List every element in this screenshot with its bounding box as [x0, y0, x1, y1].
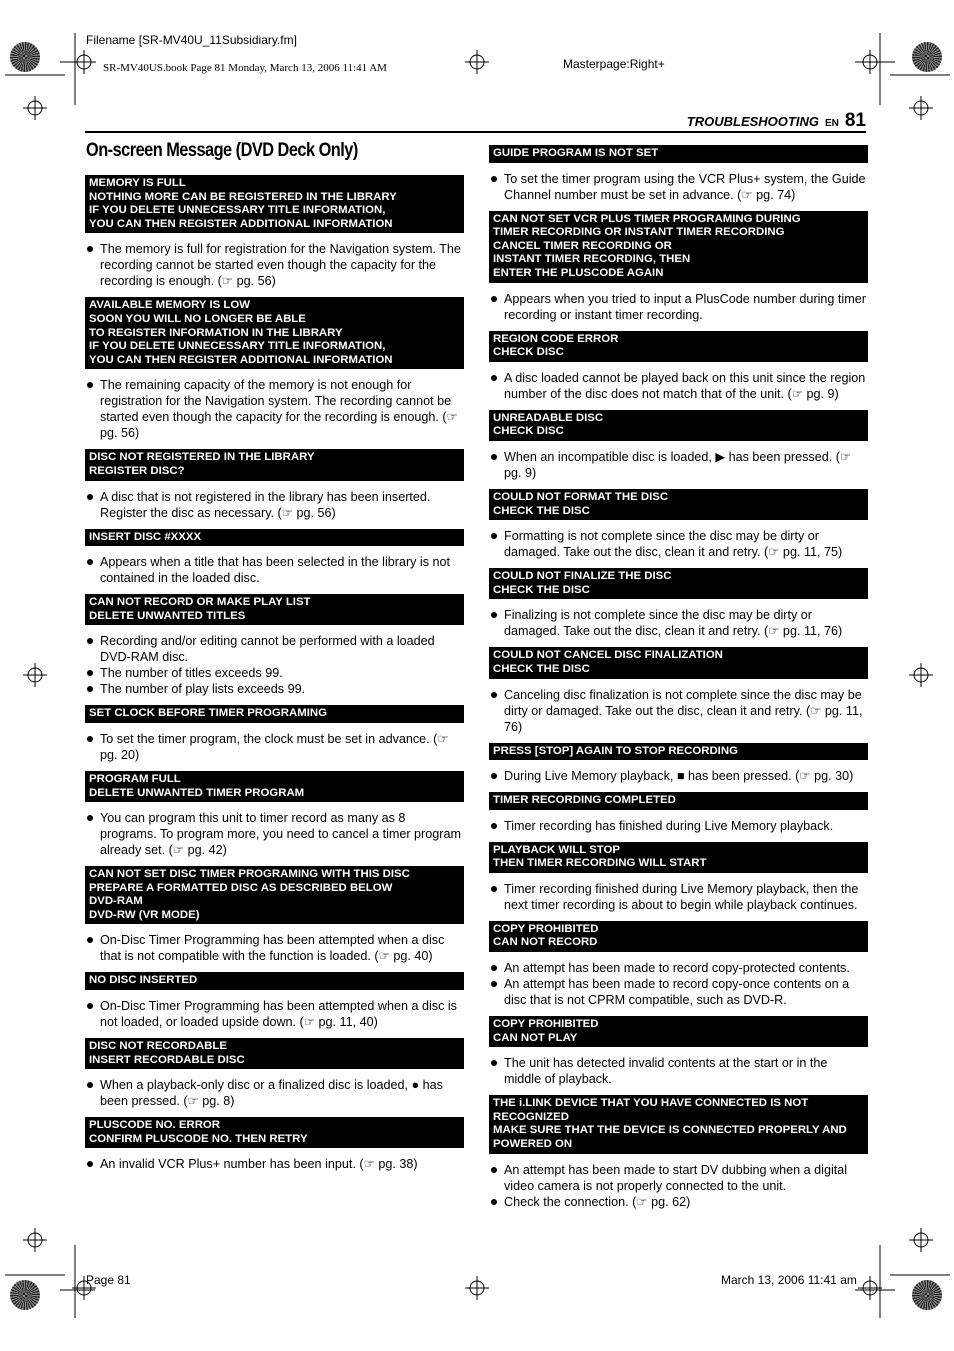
- message-description-list: [85, 554, 464, 586]
- message-entry: [489, 792, 868, 834]
- message-description: The memory is full for registration for the Navigation system. The recording cannot be started even though the capacity for the recording is enough. (☞ pg. 56): [85, 241, 464, 289]
- message-description: An invalid VCR Plus+ number has been input. (☞ pg. 38): [85, 1156, 464, 1172]
- message-description: A disc that is not registered in the library has been inserted. Register the disc as necessary. (☞ pg. 56): [85, 489, 464, 521]
- language-code: EN: [824, 118, 839, 129]
- message-description-list: [85, 1077, 464, 1109]
- message-title-bar: PLAYBACK WILL STOP THEN TIMER RECORDING WILL START: [489, 842, 868, 873]
- message-description: An attempt has been made to record copy-protected contents.: [489, 960, 868, 976]
- message-description-list: [489, 528, 868, 560]
- message-entry: [489, 410, 868, 481]
- message-title-bar: NO DISC INSERTED: [85, 972, 464, 990]
- message-description: The unit has detected invalid contents at the start or in the middle of playback.: [489, 1055, 868, 1087]
- message-description: On-Disc Timer Programming has been attempted when a disc that is not compatible with the function is loaded. (☞ pg. 40): [85, 932, 464, 964]
- message-entry: [489, 568, 868, 639]
- message-title-bar: THE i.LINK DEVICE THAT YOU HAVE CONNECTED IS NOT RECOGNIZED MAKE SURE THAT THE DEVICE IS CONNECTED PROPERLY AND POWERED ON: [489, 1095, 868, 1153]
- message-description: Check the connection. (☞ pg. 62): [489, 1194, 868, 1210]
- footer-datetime: March 13, 2006 11:41 am: [721, 1273, 857, 1287]
- message-description-list: [85, 998, 464, 1030]
- message-description: An attempt has been made to record copy-once contents on a disc that is not CPRM compatible, such as DVD-R.: [489, 976, 868, 1008]
- message-title-bar: INSERT DISC #XXXX: [85, 529, 464, 547]
- message-entry: [85, 771, 464, 858]
- message-entry: [489, 1016, 868, 1087]
- message-title-bar: COPY PROHIBITED CAN NOT RECORD: [489, 921, 868, 952]
- page-title: On-screen Message (DVD Deck Only): [86, 140, 358, 161]
- message-entry: [85, 594, 464, 697]
- message-description: The number of play lists exceeds 99.: [85, 681, 464, 697]
- message-entry: [489, 489, 868, 560]
- message-description: An attempt has been made to start DV dubbing when a digital video camera is not properly connected to the unit.: [489, 1162, 868, 1194]
- message-description-list: [489, 291, 868, 323]
- message-entry: [489, 743, 868, 785]
- printer-color-disc-icon: [10, 42, 40, 72]
- message-description-list: [489, 449, 868, 481]
- message-entry: [85, 705, 464, 763]
- message-description-list: [85, 489, 464, 521]
- message-title-bar: REGION CODE ERROR CHECK DISC: [489, 331, 868, 362]
- message-title-bar: PLUSCODE NO. ERROR CONFIRM PLUSCODE NO. THEN RETRY: [85, 1117, 464, 1148]
- message-description: The remaining capacity of the memory is not enough for registration for the Navigation system. The recording cannot be started even though the capacity for the recording is enough. (☞ pg. 56): [85, 377, 464, 441]
- message-description: To set the timer program, the clock must be set in advance. (☞ pg. 20): [85, 731, 464, 763]
- message-description: Canceling disc finalization is not complete since the disc may be dirty or damaged. Take out the disc, clean it and retry. (☞ pg. 11, 76): [489, 687, 868, 735]
- message-title-bar: GUIDE PROGRAM IS NOT SET: [489, 145, 868, 163]
- message-title-bar: COULD NOT FORMAT THE DISC CHECK THE DISC: [489, 489, 868, 520]
- message-title-bar: COULD NOT FINALIZE THE DISC CHECK THE DISC: [489, 568, 868, 599]
- printer-color-disc-icon: [912, 42, 942, 72]
- message-description: During Live Memory playback, ■ has been pressed. (☞ pg. 30): [489, 768, 868, 784]
- message-description: Timer recording finished during Live Memory playback, then the next timer recording is about to begin while playback continues.: [489, 881, 868, 913]
- message-description-list: [85, 377, 464, 441]
- footer-page: Page 81: [86, 1273, 131, 1287]
- message-title-bar: UNREADABLE DISC CHECK DISC: [489, 410, 868, 441]
- message-description-list: [489, 960, 868, 1008]
- message-entry: [85, 175, 464, 289]
- message-entry: [85, 866, 464, 964]
- message-title-bar: MEMORY IS FULL NOTHING MORE CAN BE REGISTERED IN THE LIBRARY IF YOU DELETE UNNECESSARY TITLE INFORMATION, YOU CAN THEN REGISTER ADDITIONAL INFORMATION: [85, 175, 464, 233]
- message-entry: [85, 972, 464, 1030]
- message-description: Recording and/or editing cannot be performed with a loaded DVD-RAM disc.: [85, 633, 464, 665]
- message-description: The number of titles exceeds 99.: [85, 665, 464, 681]
- message-title-bar: DISC NOT REGISTERED IN THE LIBRARY REGISTER DISC?: [85, 449, 464, 480]
- message-entry: [489, 1095, 868, 1209]
- message-title-bar: CAN NOT SET DISC TIMER PROGRAMING WITH THIS DISC PREPARE A FORMATTED DISC AS DESCRIBED BELOW DVD-RAM DVD-RW (VR MODE): [85, 866, 464, 924]
- header-rule: [85, 131, 866, 133]
- message-entry: [489, 331, 868, 402]
- message-title-bar: COPY PROHIBITED CAN NOT PLAY: [489, 1016, 868, 1047]
- message-title-bar: AVAILABLE MEMORY IS LOW SOON YOU WILL NO LONGER BE ABLE TO REGISTER INFORMATION IN THE LIBRARY IF YOU DELETE UNNECESSARY TITLE INFORMATION, YOU CAN THEN REGISTER ADDITIONAL INFORMATION: [85, 297, 464, 369]
- message-description: When an incompatible disc is loaded, ▶ has been pressed. (☞ pg. 9): [489, 449, 868, 481]
- message-entry: [85, 1117, 464, 1172]
- message-entry: [489, 145, 868, 203]
- message-description: To set the timer program using the VCR Plus+ system, the Guide Channel number must be set in advance. (☞ pg. 74): [489, 171, 868, 203]
- left-column: [85, 175, 464, 1180]
- message-title-bar: CAN NOT RECORD OR MAKE PLAY LIST DELETE UNWANTED TITLES: [85, 594, 464, 625]
- message-description-list: [489, 818, 868, 834]
- message-description-list: [85, 731, 464, 763]
- message-entry: [489, 842, 868, 913]
- message-description-list: [85, 932, 464, 964]
- message-title-bar: PROGRAM FULL DELETE UNWANTED TIMER PROGRAM: [85, 771, 464, 802]
- message-title-bar: TIMER RECORDING COMPLETED: [489, 792, 868, 810]
- message-title-bar: PRESS [STOP] AGAIN TO STOP RECORDING: [489, 743, 868, 761]
- message-title-bar: COULD NOT CANCEL DISC FINALIZATION CHECK THE DISC: [489, 647, 868, 678]
- message-entry: [85, 449, 464, 520]
- header-filename: Filename [SR-MV40U_11Subsidiary.fm]: [86, 33, 297, 47]
- section-title: TROUBLESHOOTING: [686, 114, 819, 129]
- message-description: Finalizing is not complete since the disc may be dirty or damaged. Take out the disc, clean it and retry. (☞ pg. 11, 76): [489, 607, 868, 639]
- message-entry: [489, 647, 868, 734]
- message-description: A disc loaded cannot be played back on this unit since the region number of the disc does not match that of the unit. (☞ pg. 9): [489, 370, 868, 402]
- message-entry: [85, 297, 464, 441]
- message-entry: [85, 529, 464, 587]
- printer-color-disc-icon: [10, 1280, 40, 1310]
- message-description-list: [489, 687, 868, 735]
- message-description-list: [489, 370, 868, 402]
- message-title-bar: CAN NOT SET VCR PLUS TIMER PROGRAMING DURING TIMER RECORDING OR INSTANT TIMER RECORDING CANCEL TIMER RECORDING OR INSTANT TIMER RECORDING, THEN ENTER THE PLUSCODE AGAIN: [489, 211, 868, 283]
- message-description: Appears when a title that has been selected in the library is not contained in the loaded disc.: [85, 554, 464, 586]
- message-description: Timer recording has finished during Live Memory playback.: [489, 818, 868, 834]
- message-description-list: [489, 768, 868, 784]
- message-description: When a playback-only disc or a finalized disc is loaded, ● has been pressed. (☞ pg. 8): [85, 1077, 464, 1109]
- message-entry: [489, 921, 868, 1008]
- message-entry: [489, 211, 868, 323]
- message-description: You can program this unit to timer record as many as 8 programs. To program more, you need to cancel a timer program already set. (☞ pg. 42): [85, 810, 464, 858]
- message-entry: [85, 1038, 464, 1109]
- right-column: [489, 145, 868, 1218]
- message-title-bar: SET CLOCK BEFORE TIMER PROGRAMING: [85, 705, 464, 723]
- header-bookinfo: SR-MV40US.book Page 81 Monday, March 13, 2006 11:41 AM: [103, 62, 387, 74]
- page-number: 81: [844, 110, 866, 131]
- message-description-list: [489, 881, 868, 913]
- message-description: On-Disc Timer Programming has been attempted when a disc is not loaded, or loaded upside down. (☞ pg. 11, 40): [85, 998, 464, 1030]
- message-description-list: [85, 1156, 464, 1172]
- message-description: Appears when you tried to input a PlusCode number during timer recording or instant timer recording.: [489, 291, 868, 323]
- message-description-list: [489, 1055, 868, 1087]
- message-title-bar: DISC NOT RECORDABLE INSERT RECORDABLE DISC: [85, 1038, 464, 1069]
- message-description-list: [85, 633, 464, 697]
- printer-color-disc-icon: [912, 1280, 942, 1310]
- message-description-list: [85, 810, 464, 858]
- message-description-list: [489, 1162, 868, 1210]
- message-description-list: [85, 241, 464, 289]
- message-description: Formatting is not complete since the disc may be dirty or damaged. Take out the disc, clean it and retry. (☞ pg. 11, 75): [489, 528, 868, 560]
- message-description-list: [489, 171, 868, 203]
- header-masterpage: Masterpage:Right+: [563, 57, 665, 71]
- message-description-list: [489, 607, 868, 639]
